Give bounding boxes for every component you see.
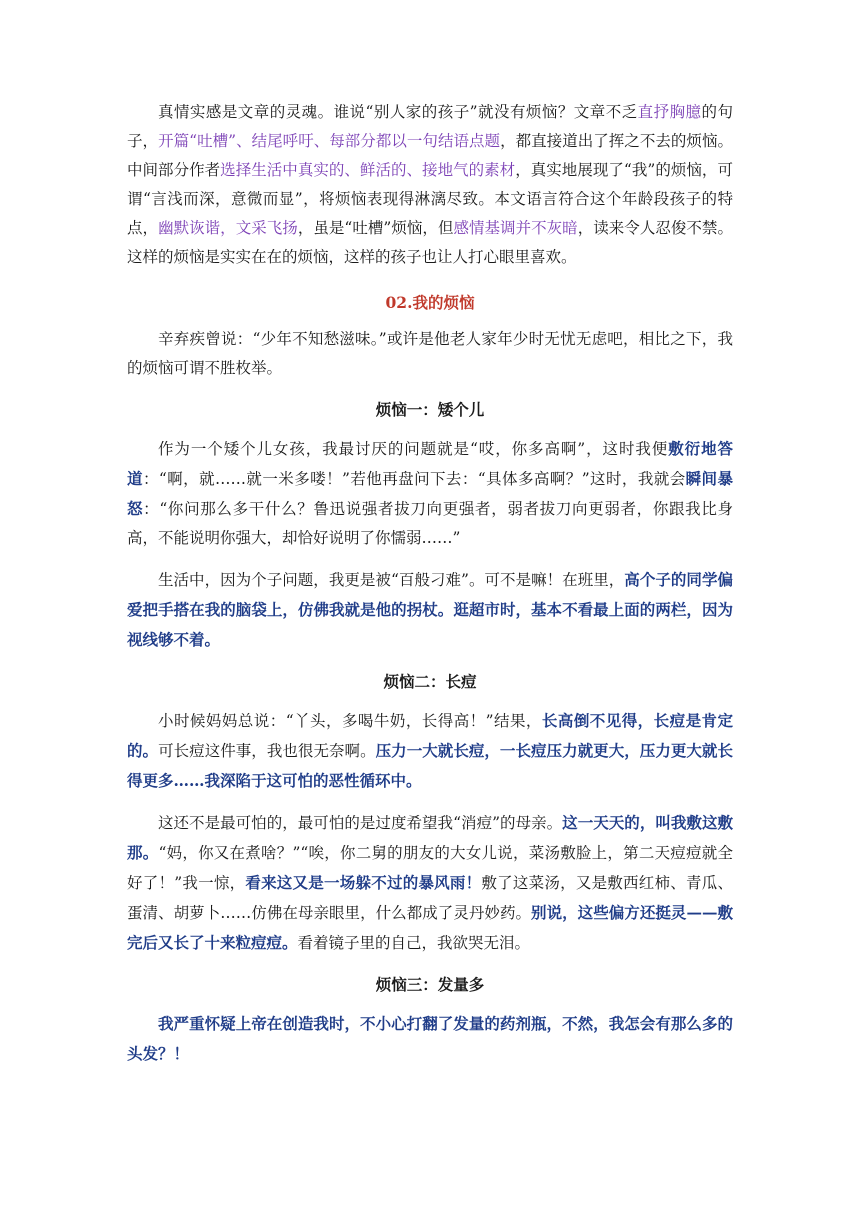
text-run: 敷了这菜汤，又是敷西红柿、青瓜、蛋清、胡萝卜……仿佛在母亲眼里，什么都成了灵丹妙药。 bbox=[127, 874, 733, 922]
emphasis-run: 敷衍地答道 bbox=[127, 439, 733, 488]
section2-paragraph-2 bbox=[127, 808, 733, 958]
text-run: 可长痘这件事，我也很无奈啊。 bbox=[158, 742, 376, 760]
highlight-run: 开篇“吐槽”、结尾呼吁、每部分都以一句结语点题 bbox=[158, 132, 501, 150]
emphasis-run: 长高倒不见得，长痘是肯定的。 bbox=[127, 711, 733, 760]
text-run: 生活中，因为个子问题，我更是被“百般刁难”。可不是嘛！在班里， bbox=[158, 571, 625, 589]
highlight-run: 感情基调并不灰暗 bbox=[453, 219, 578, 237]
text-run: 真情实感是文章的灵魂。谁说“别人家的孩子”就没有烦恼？文章不乏 bbox=[158, 103, 638, 121]
text-run: 的句子， bbox=[127, 103, 733, 150]
text-run: 小时候妈妈总说：“丫头，多喝牛奶，长得高！”结果， bbox=[158, 712, 542, 730]
emphasis-run: 瞬间暴怒 bbox=[127, 469, 733, 518]
emphasis-run: 别说，这些偏方还挺灵——敷完后又长了十来粒痘痘。 bbox=[127, 903, 733, 952]
highlight-run: 选择生活中真实的、鲜活的、接地气的素材 bbox=[220, 161, 516, 179]
highlight-run: 直抒胸臆 bbox=[637, 103, 702, 121]
text-run: “妈，你又在煮啥？”“唉，你二舅的朋友的大女儿说，菜汤敷脸上，第二天痘痘就全好了！”我一惊， bbox=[127, 844, 733, 892]
text-run: ，真实地展现了“我”的烦恼，可谓“言浅而深，意微而显”，将烦恼表现得淋漓尽致。本文语言符合这个年龄段孩子的特点， bbox=[127, 161, 733, 237]
emphasis-run: 这一天天的，叫我敷这敷那。 bbox=[127, 813, 733, 862]
text-run: ，读来令人忍俊不禁。这样的烦恼是实实在在的烦恼，这样的孩子也让人打心眼里喜欢。 bbox=[127, 219, 733, 266]
section2-paragraph-1 bbox=[127, 706, 733, 796]
text-run: ：“你问那么多干什么？鲁迅说强者拔刀向更强者，弱者拔刀向更弱者，你跟我比身高，不能说明你强大，却恰好说明了你懦弱……” bbox=[127, 500, 733, 547]
text-run: ，都直接道出了挥之不去的烦恼。中间部分作者 bbox=[127, 132, 733, 179]
emphasis-run: 我严重怀疑上帝在创造我时，不小心打翻了发量的药剂瓶，不然，我怎会有那么多的头发？！ bbox=[127, 1014, 733, 1063]
emphasis-run: 高个子的同学偏爱把手搭在我的脑袋上，仿佛我就是他的拐杖。逛超市时，基本不看最上面的两栏，因为视线够不着。 bbox=[127, 570, 733, 649]
text-run: 这还不是最可怕的，最可怕的是过度希望我“消痘”的母亲。 bbox=[158, 814, 563, 832]
text-run: ：“啊，就……就一米多喽！”若他再盘问下去：“具体多高啊？”这时，我就会 bbox=[142, 470, 686, 488]
text-run: 作为一个矮个儿女孩，我最讨厌的问题就是“哎，你多高啊”，这时我便 bbox=[158, 440, 669, 458]
document-page bbox=[127, 98, 733, 1069]
section1-paragraph-2 bbox=[127, 565, 733, 655]
article-title: 02.我的烦恼 bbox=[385, 293, 475, 312]
text-run: ，虽是“吐槽”烦恼，但 bbox=[297, 219, 454, 237]
section3-paragraph-1 bbox=[127, 1009, 733, 1069]
section-heading-2: 烦恼二：长痘 bbox=[383, 672, 477, 691]
intro-paragraph: 辛弃疾曾说：“少年不知愁滋味。”或许是他老人家年少时无忧无虑吧，相比之下，我的烦恼可谓不胜枚举。 bbox=[127, 330, 733, 377]
text-run: 看着镜子里的自己，我欲哭无泪。 bbox=[297, 934, 531, 952]
section1-paragraph-1 bbox=[127, 434, 733, 553]
emphasis-run: 看来这又是一场躲不过的暴风雨！ bbox=[245, 873, 482, 892]
section-heading-3: 烦恼三：发量多 bbox=[375, 975, 485, 994]
emphasis-run: 压力一大就长痘，一长痘压力就更大，压力更大就长得更多……我深陷于这可怕的恶性循环中。 bbox=[127, 741, 733, 790]
comment-paragraph bbox=[127, 98, 733, 272]
highlight-run: 幽默诙谐，文采飞扬 bbox=[158, 219, 298, 237]
section-heading-1: 烦恼一：矮个儿 bbox=[375, 400, 485, 419]
